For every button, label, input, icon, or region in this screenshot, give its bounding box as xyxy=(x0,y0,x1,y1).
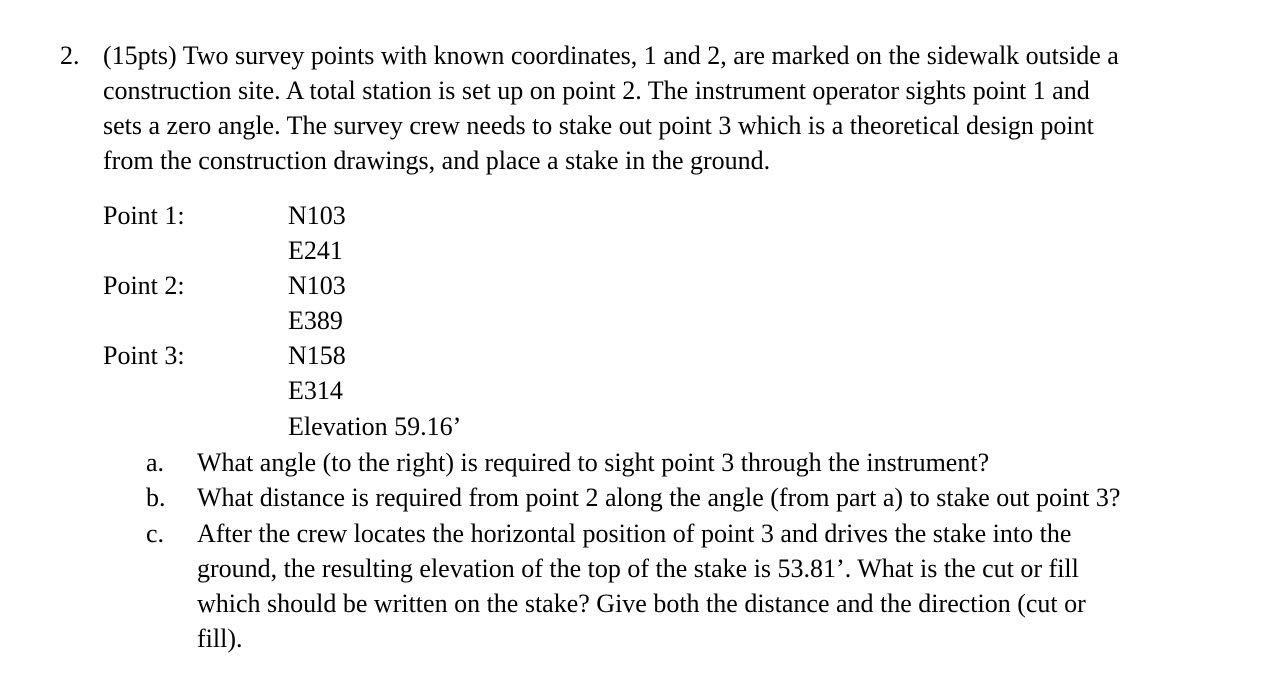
question-c-marker: c. xyxy=(146,519,165,548)
question-c-text: ground, the resulting elevation of the top of the stake is 53.81’. What is the cut or fill xyxy=(197,554,1079,583)
question-a-text: What angle (to the right) is required to sight point 3 through the instrument? xyxy=(197,448,990,477)
intro-line: from the construction drawings, and place a stake in the ground. xyxy=(103,146,771,175)
question-c-text: which should be written on the stake? Give both the distance and the direction (cut or xyxy=(197,589,1086,618)
point-3-label: Point 3: xyxy=(103,341,185,370)
question-c-text: After the crew locates the horizontal position of point 3 and drives the stake into the xyxy=(197,519,1072,548)
point-3-easting: E314 xyxy=(288,376,343,405)
intro-line: sets a zero angle. The survey crew needs to stake out point 3 which is a theoretical design point xyxy=(103,111,1094,140)
intro-line: construction site. A total station is set up on point 2. The instrument operator sights point 1 and xyxy=(103,76,1090,105)
point-2-label: Point 2: xyxy=(103,271,185,300)
point-3-northing: N158 xyxy=(288,341,346,370)
question-c-text: fill). xyxy=(197,624,243,653)
point-1-northing: N103 xyxy=(288,201,346,230)
question-b-marker: b. xyxy=(146,483,166,512)
problem-number: 2. xyxy=(60,41,80,70)
point-1-easting: E241 xyxy=(288,236,343,265)
point-2-easting: E389 xyxy=(288,306,343,335)
point-2-northing: N103 xyxy=(288,271,346,300)
intro-line: (15pts) Two survey points with known coordinates, 1 and 2, are marked on the sidewalk outside a xyxy=(103,41,1119,70)
question-b-text: What distance is required from point 2 along the angle (from part a) to stake out point 3? xyxy=(197,483,1121,512)
point-3-elevation: Elevation 59.16’ xyxy=(288,412,462,441)
point-1-label: Point 1: xyxy=(103,201,185,230)
question-a-marker: a. xyxy=(146,448,165,477)
